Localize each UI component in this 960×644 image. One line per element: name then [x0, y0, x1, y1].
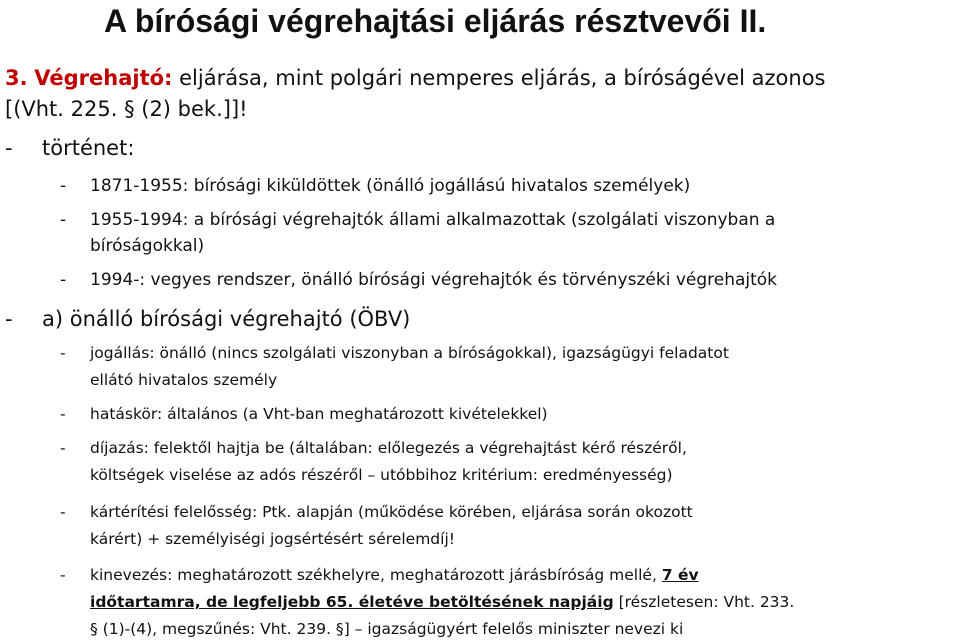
obv-item-dash: - — [60, 439, 66, 457]
obv-jogallas-2: ellátó hivatalos személy — [90, 371, 278, 389]
obv-hataskor: hatáskör: általános (a Vht-ban meghatározott kivételekkel) — [90, 405, 548, 423]
obv-kinevezes-limit: időtartamra, de legfeljebb 65. életéve betöltésének napjáig — [90, 593, 614, 611]
history-item-2-cont: bíróságokkal) — [90, 236, 205, 256]
obv-dijazas-1: díjazás: felektől hajtja be (általában: előlegezés a végrehajtást kérő részéről, — [90, 439, 687, 457]
obv-kinevezes-1-text: kinevezés: meghatározott székhelyre, meghatározott járásbíróság mellé, — [90, 566, 662, 584]
obv-karterites-1: kártérítési felelősség: Ptk. alapján (működése körében, eljárása során okozott — [90, 503, 693, 521]
history-item-1: 1871-1955: bírósági kiküldöttek (önálló jogállású hivatalos személyek) — [90, 176, 691, 196]
intro-label: Végrehajtó: — [34, 66, 173, 90]
obv-kinevezes-1 — [90, 566, 699, 584]
history-item-2: 1955-1994: a bírósági végrehajtók állami alkalmazottak (szolgálati viszonyban a — [90, 210, 776, 230]
obv-item-dash: - — [60, 344, 66, 362]
history-item-3: 1994-: vegyes rendszer, önálló bírósági végrehajtók és törvényszéki végrehajtók — [90, 270, 778, 290]
obv-dijazas-2: költségek viselése az adós részéről – utóbbihoz kritérium: eredményesség) — [90, 466, 673, 484]
history-item-dash: - — [60, 176, 67, 196]
obv-jogallas-1: jogállás: önálló (nincs szolgálati viszonyban a bíróságokkal), igazságügyi feladatot — [90, 344, 729, 362]
slide-title: A bírósági végrehajtási eljárás résztvevői II. — [104, 3, 767, 39]
obv-kinevezes-3-ref: § (1)-(4), megszűnés: Vht. 239. § — [90, 620, 344, 638]
obv-item-dash: - — [60, 566, 66, 584]
history-item-dash: - — [60, 210, 67, 230]
obv-kinevezes-2-text: [részletesen: Vht. 233. — [613, 593, 795, 611]
obv-item-dash: - — [60, 405, 66, 423]
obv-kinevezes-2 — [90, 593, 794, 611]
obv-dash: - — [5, 307, 13, 331]
obv-kinevezes-3 — [90, 620, 683, 638]
intro-number: 3. — [5, 66, 28, 90]
obv-item-dash: - — [60, 503, 66, 521]
obv-kinevezes-3-text: ] – igazságügyért felelős miniszter nevezi ki — [343, 620, 684, 638]
history-item-dash: - — [60, 270, 67, 290]
intro-text-1: eljárása, mint polgári nemperes eljárás, a bíróságével azonos — [172, 66, 826, 90]
history-dash: - — [5, 136, 13, 160]
intro-line-1 — [5, 66, 826, 90]
obv-kinevezes-term: 7 év — [661, 566, 699, 584]
intro-line-2: [(Vht. 225. § (2) bek.]]! — [5, 97, 248, 121]
obv-heading: a) önálló bírósági végrehajtó (ÖBV) — [42, 307, 411, 331]
obv-karterites-2: kárért) + személyiségi jogsértésért sérelemdíj! — [90, 530, 455, 548]
history-heading: történet: — [42, 136, 135, 160]
